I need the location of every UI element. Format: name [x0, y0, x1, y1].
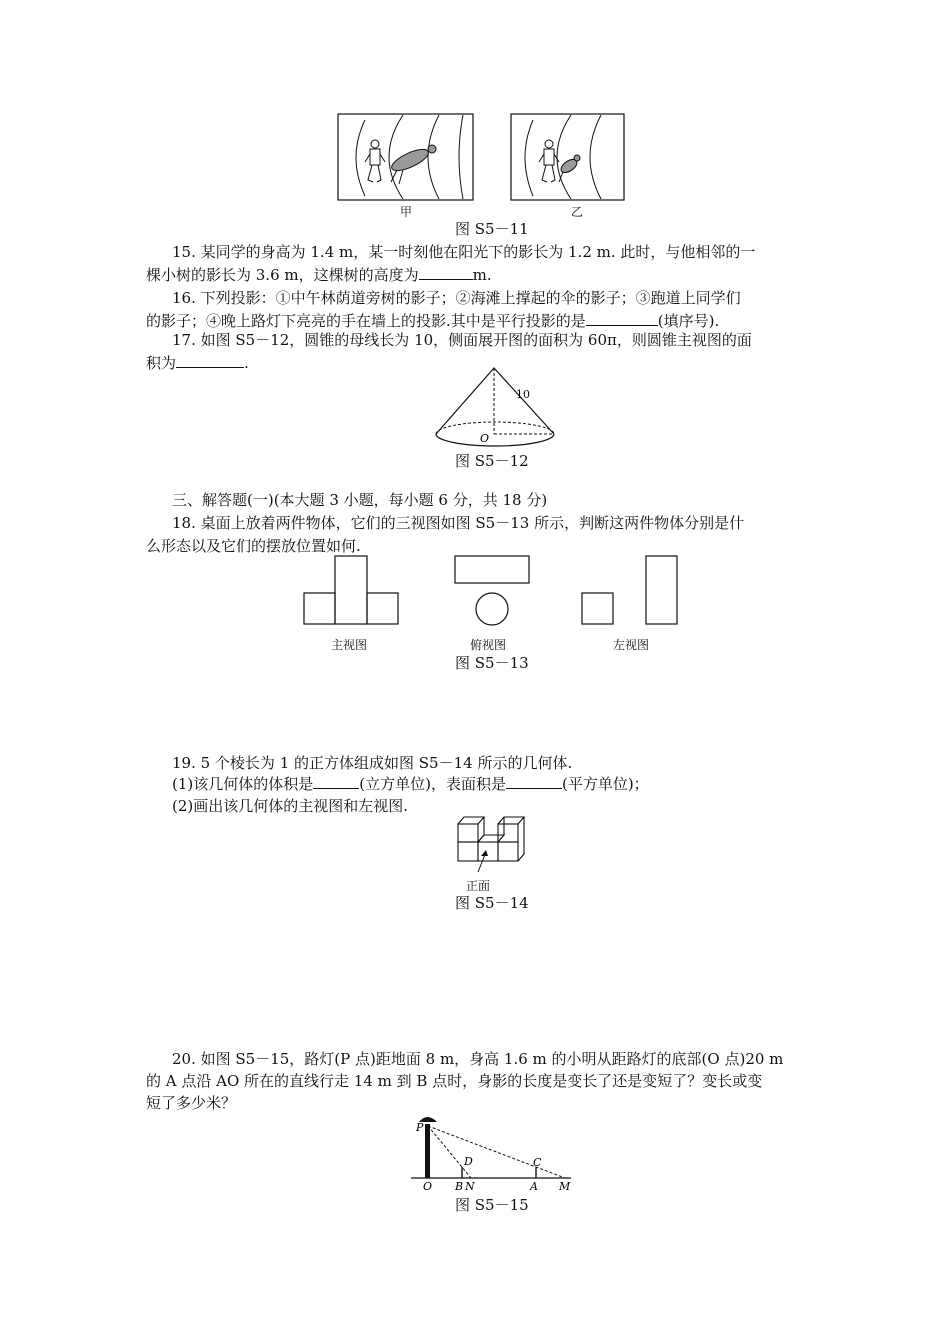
q15-line1: 15. 某同学的身高为 1.4 m，某一时刻他在阳光下的影长为 1.2 m. 此时，与他相邻的一	[172, 243, 756, 261]
q19-line3: (2)画出该几何体的主视图和左视图.	[172, 797, 409, 815]
q19-volume-blank[interactable]	[313, 773, 359, 789]
label-B: B	[455, 1180, 464, 1193]
q20-line3: 短了多少米？	[146, 1094, 237, 1112]
label-N: N	[465, 1180, 475, 1193]
fig12-caption: 图 S5－12	[455, 452, 529, 470]
q15-line2	[146, 264, 492, 286]
q19-volume-text: (1)该几何体的体积是	[172, 775, 314, 793]
q17-line1: 17. 如图 S5－12，圆锥的母线长为 10，侧面展开图的面积为 60π，则圆锥主视图的面	[172, 331, 752, 349]
fig14-caption: 图 S5－14	[455, 894, 529, 912]
street-lamp-svg	[405, 1110, 580, 1195]
label-M: M	[559, 1180, 571, 1193]
q20-line1: 20. 如图 S5－15，路灯(P 点)距地面 8 m，身高 1.6 m 的小明从距路灯的底部(O 点)20 m	[172, 1050, 784, 1068]
fig13-front-label: 主视图	[331, 638, 368, 652]
panel-jia	[338, 114, 473, 200]
fig13-caption: 图 S5－13	[455, 654, 529, 672]
q16-answer-blank[interactable]	[586, 310, 658, 326]
q17-line2-text: 积为	[146, 354, 177, 372]
fig13-top-label: 俯视图	[470, 638, 507, 652]
q15-line2-text: 棵小树的影长为 3.6 m，这棵树的高度为	[146, 266, 419, 284]
q16-line2-text: 的影子；④晚上路灯下亮亮的手在墙上的投影.其中是平行投影的是	[146, 312, 586, 330]
figure-s5-13	[300, 554, 685, 629]
q15-line2-unit: m.	[472, 266, 492, 284]
q16-line1: 16. 下列投影：①中午林荫道旁树的影子；②海滩上撑起的伞的影子；③跑道上同学们	[172, 289, 741, 307]
panel-yi	[511, 114, 624, 200]
q17-line2-tail: .	[244, 354, 249, 372]
q17-line2	[146, 352, 249, 374]
left-view-drawing	[582, 556, 677, 624]
label-P: P	[416, 1121, 424, 1134]
q18-line2: 么形态以及它们的摆放位置如何.	[146, 537, 361, 555]
cone-svg	[428, 364, 563, 450]
lamp-pole	[425, 1124, 430, 1178]
label-C: C	[533, 1156, 542, 1169]
fig14-front-label: 正面	[466, 879, 491, 893]
q19-area-text: (立方单位)，表面积是	[359, 775, 506, 793]
q18-line1: 18. 桌面上放着两件物体，它们的三视图如图 S5－13 所示，判断这两件物体分别是什	[172, 514, 745, 532]
q16-line2-tail: (填序号).	[657, 312, 720, 330]
fig11-caption: 图 S5－11	[455, 220, 529, 238]
label-D: D	[464, 1155, 473, 1168]
cubes-svg	[452, 812, 530, 874]
front-view-drawing	[304, 556, 398, 624]
label-O: O	[423, 1180, 433, 1193]
three-views-svg	[300, 554, 685, 629]
q17-answer-blank[interactable]	[176, 352, 244, 368]
cone-slant-label: 10	[516, 388, 530, 401]
fig11-label-jia: 甲	[400, 205, 413, 219]
fig15-caption: 图 S5－15	[455, 1196, 529, 1214]
q19-area-blank[interactable]	[506, 773, 562, 789]
fig13-left-label: 左视图	[613, 638, 650, 652]
fig11-label-yi: 乙	[571, 205, 584, 219]
q19-line2	[172, 773, 649, 795]
figure-s5-15	[405, 1110, 580, 1195]
q20-line2: 的 A 点沿 AO 所在的直线行走 14 m 到 B 点时，身影的长度是变长了还是变短了？变长或变	[146, 1072, 763, 1090]
top-view-drawing	[455, 556, 529, 625]
q15-answer-blank[interactable]	[419, 264, 473, 280]
cone-center-label: O	[480, 432, 490, 445]
q19-line1: 19. 5 个棱长为 1 的正方体组成如图 S5－14 所示的几何体.	[172, 754, 573, 772]
label-A: A	[530, 1180, 538, 1193]
section-3-heading: 三、解答题(一)(本大题 3 小题，每小题 6 分，共 18 分)	[172, 491, 548, 509]
figure-s5-12	[428, 364, 563, 450]
figure-s5-14	[452, 812, 530, 874]
q19-area-tail: (平方单位)；	[561, 775, 649, 793]
